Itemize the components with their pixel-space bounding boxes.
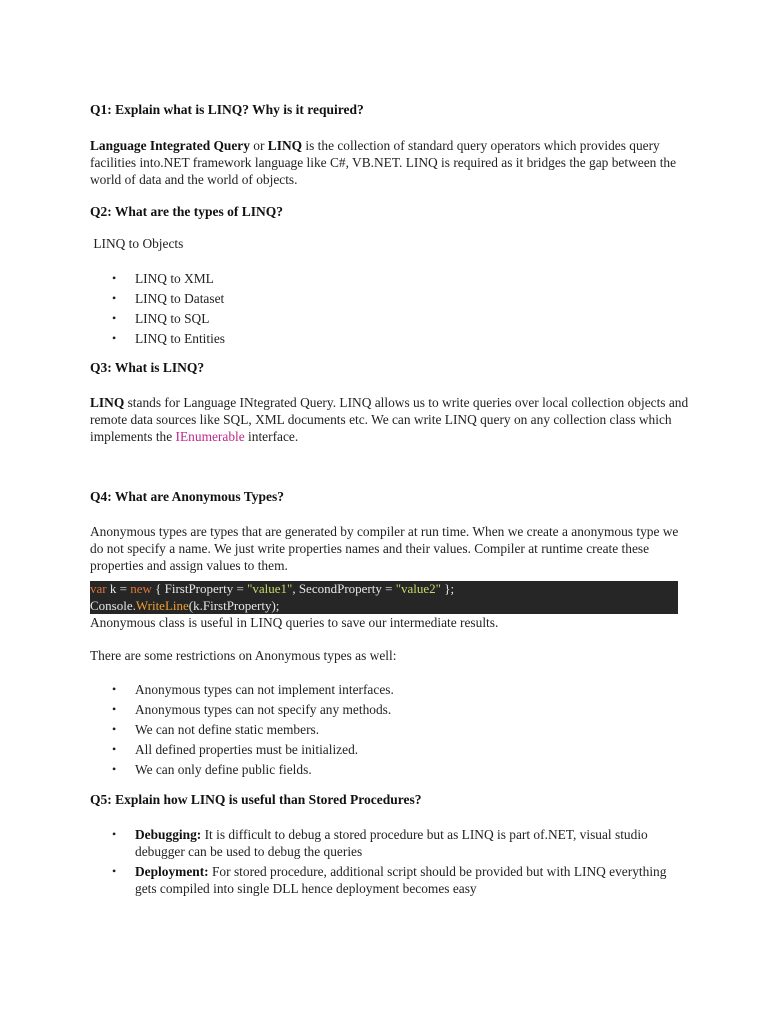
list-item: • Debugging: It is difficult to debug a stored procedure but as LINQ is part of.NET, visual studio debugger can be used to debug the queries <box>90 826 690 860</box>
after-code-text: Anonymous class is useful in LINQ queries to save our intermediate results. <box>90 615 499 630</box>
question-3-heading: Q3: What is LINQ? <box>90 360 205 375</box>
question-4-answer: Anonymous types are types that are generated by compiler at run time. When we create a anonymous type we do not specify a name. We just write properties names and their values. Compiler at runtime create these properties and assign values to them. <box>90 524 679 573</box>
list-item: • LINQ to XML <box>90 270 690 287</box>
list-item: • Anonymous types can not implement interfaces. <box>90 681 690 698</box>
question-2-first-type: LINQ to Objects <box>90 236 184 251</box>
question-1-heading: Q1: Explain what is LINQ? Why is it required? <box>90 102 364 117</box>
document-page <box>90 100 690 900</box>
code-block <box>90 581 678 614</box>
ienumerable-highlight: IEnumerable <box>175 429 245 444</box>
question-3-answer: LINQ stands for Language INtegrated Query. LINQ allows us to write queries over local collection objects and remote data sources like SQL, XML documents etc. We can write LINQ query on any collection class which implements the IEnumerable interface. <box>90 395 689 444</box>
advantages-list <box>90 826 690 897</box>
question-2-heading: Q2: What are the types of LINQ? <box>90 204 283 219</box>
list-item: • LINQ to Dataset <box>90 290 690 307</box>
list-item: • All defined properties must be initialized. <box>90 741 690 758</box>
code-line-1: var k = new { FirstProperty = "value1", SecondProperty = "value2" }; <box>90 581 455 596</box>
question-4-heading: Q4: What are Anonymous Types? <box>90 489 285 504</box>
list-item: • Anonymous types can not specify any methods. <box>90 701 690 718</box>
list-item: • LINQ to SQL <box>90 310 690 327</box>
advantage-label: Deployment: <box>135 864 209 879</box>
advantage-label: Debugging: <box>135 827 202 842</box>
question-5-heading: Q5: Explain how LINQ is useful than Stored Procedures? <box>90 792 422 807</box>
list-item: • We can not define static members. <box>90 721 690 738</box>
code-line-2: Console.WriteLine(k.FirstProperty); <box>90 597 280 613</box>
restrictions-list <box>90 681 690 778</box>
term-linq: LINQ <box>267 138 303 153</box>
list-item: • Deployment: For stored procedure, additional script should be provided but with LINQ everything gets compiled into single DLL hence deployment becomes easy <box>90 863 690 897</box>
restrictions-intro: There are some restrictions on Anonymous types as well: <box>90 648 397 663</box>
list-item: • LINQ to Entities <box>90 330 690 347</box>
term-linq: LINQ <box>90 395 125 410</box>
question-1-answer: Language Integrated Query or LINQ is the collection of standard query operators which provides query facilities into.NET framework language like C#, VB.NET. LINQ is required as it bridges the gap between the world of data and the world of objects. <box>90 138 677 187</box>
list-item: • We can only define public fields. <box>90 761 690 778</box>
term-language-integrated-query: Language Integrated Query <box>90 138 250 153</box>
linq-types-list <box>90 270 690 347</box>
